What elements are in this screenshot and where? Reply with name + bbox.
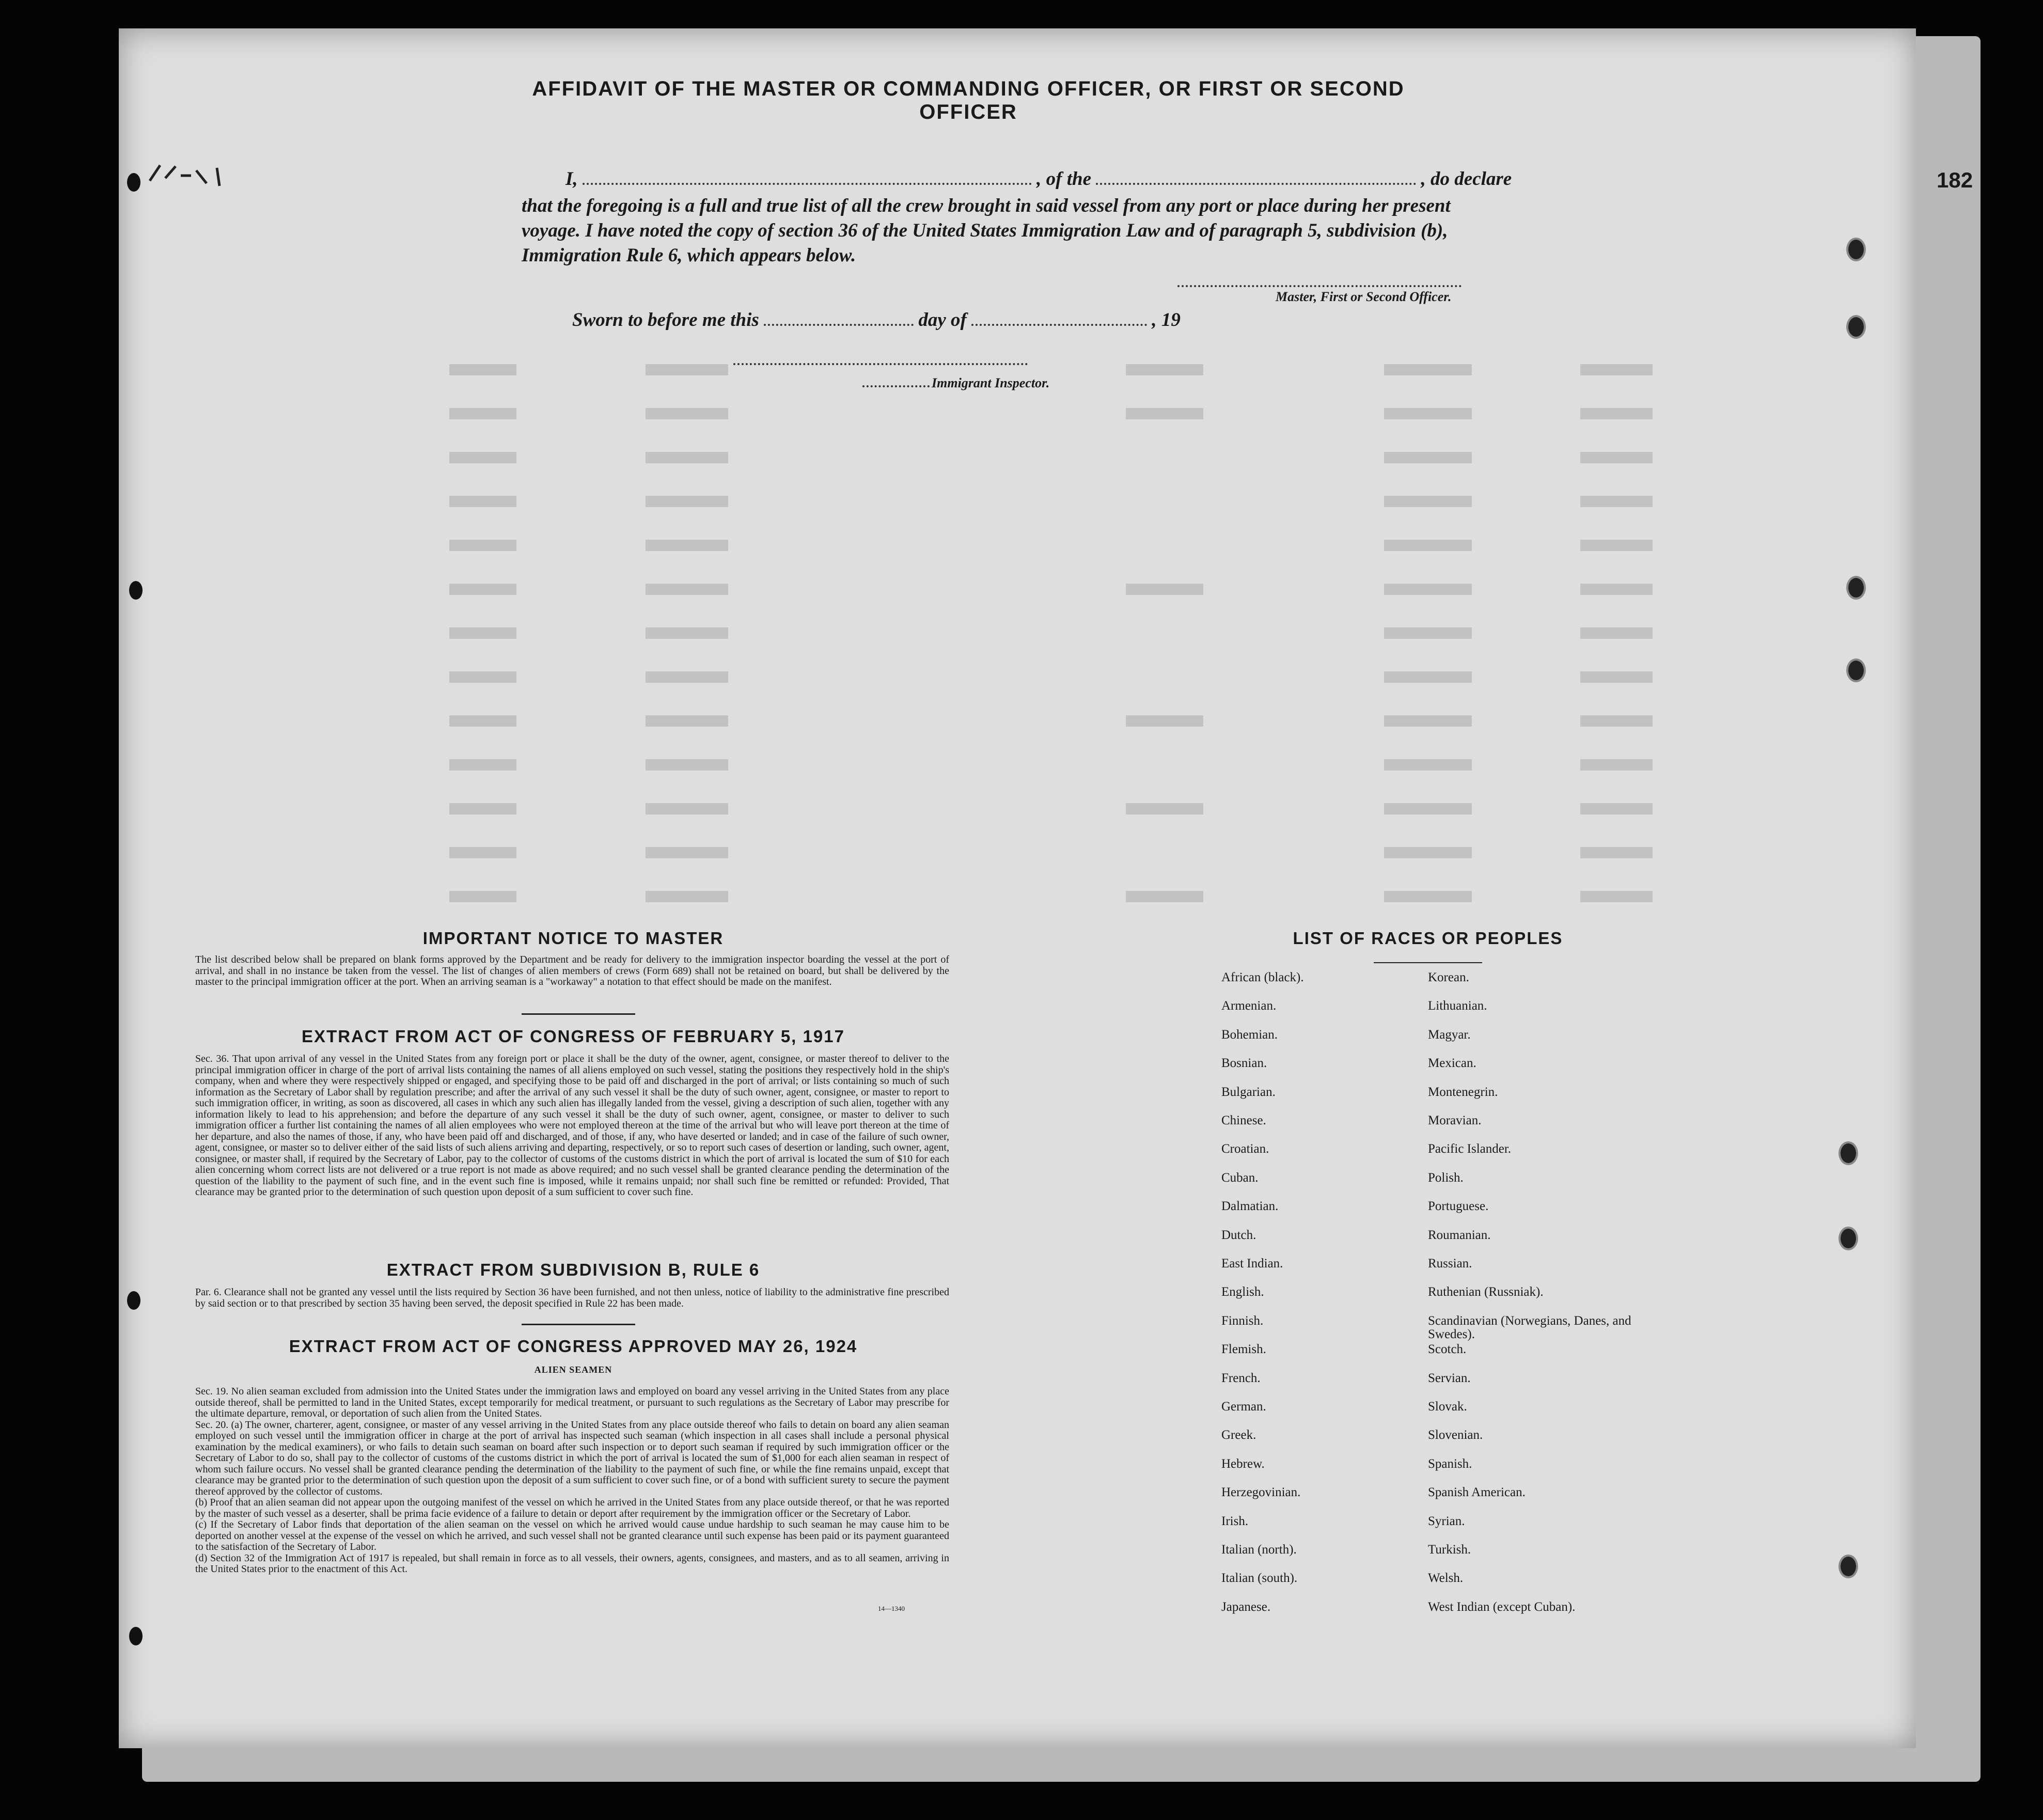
i-label: I, bbox=[565, 168, 578, 190]
race-item: West Indian (except Cuban). bbox=[1428, 1599, 1576, 1614]
race-item: Polish. bbox=[1428, 1170, 1464, 1185]
race-item: Ruthenian (Russniak). bbox=[1428, 1285, 1544, 1299]
statement-line: voyage. I have noted the copy of section 36 of the United States Immigration Law and of paragraph 5, subdivision (b), bbox=[522, 220, 1448, 241]
race-item: Slovak. bbox=[1428, 1400, 1467, 1414]
statement-line: that the foregoing is a full and true list of all the crew brought in said vessel from any port or place during her present bbox=[522, 195, 1451, 216]
sec-20c-text: (c) If the Secretary of Labor finds that deportation of the alien seaman on the vessel on which he arrived would cause undue hardship to such seaman he may cause him to be deported on another vessel at the expense of the vessel on which he arrived, and such vessel shall not be granted clearance until such expense has been paid or its payment guaranteed to the satisfaction of the Secretary of Labor. bbox=[195, 1519, 949, 1552]
race-item: Greek. bbox=[1221, 1428, 1256, 1442]
binder-ring-icon bbox=[1846, 315, 1866, 339]
name-blank bbox=[583, 181, 1032, 185]
extract-rule6-text: Par. 6. Clearance shall not be granted any vessel until the lists required by Section 36 have been furnished, and not then unless, notice of liability to the administrative fine prescribed by said section or to that prescribed by section 35 having been served, the deposit specified in Rule 22 has been made. bbox=[195, 1286, 949, 1309]
race-item: Japanese. bbox=[1221, 1599, 1271, 1614]
form-code: 14—1340 bbox=[878, 1605, 905, 1612]
race-item: Scotch. bbox=[1428, 1342, 1467, 1357]
divider bbox=[522, 1324, 635, 1325]
race-item: Irish. bbox=[1221, 1514, 1249, 1528]
race-item: Slovenian. bbox=[1428, 1428, 1483, 1442]
declaration-line bbox=[565, 168, 1536, 190]
divider bbox=[522, 1013, 635, 1015]
sec-20b-text: (b) Proof that an alien seaman did not appear upon the outgoing manifest of the vessel on which he arrived in the United States from any place outside thereof, or that he was reported by the master of such vessel as a deserter, shall be prima facie evidence of a failure to detain or deport after requirement by the immigration officer or the Secretary of Labor. bbox=[195, 1497, 949, 1519]
sec-20d-text: (d) Section 32 of the Immigration Act of 1917 is repealed, but shall remain in force as to all vessels, their owners, agents, consignees, and masters, and as to all seamen, arriving in the United States prior to the enactment of this Act. bbox=[195, 1552, 949, 1575]
race-item: African (black). bbox=[1221, 970, 1304, 984]
race-item: German. bbox=[1221, 1400, 1266, 1414]
sec-20a-text: Sec. 20. (a) The owner, charterer, agent, consignee, or master of any vessel arriving in the United States from any place outside thereof who fails to detain on board any alien seaman employed on such vessel until the immigration officer in charge at the port of arrival has inspected such seaman (which inspection in all cases shall include a personal physical examination by the medical examiners), or who fails to detain such seaman on board after such inspection or to deport such seaman if required by such immigration officer or the Secretary of Labor to do so, shall pay to the collector of customs of the customs district in which the port of arrival is located the sum of $1,000 for each alien seaman in respect of whom such failure occurs. No vessel shall be granted clearance pending the determination of the liability to the payment of such fine, or while the fine remains unpaid, except that clearance may be granted prior to the determination of such question upon the deposit of a sum sufficient to cover such fine, or of a bond with sufficient surety to secure the payment thereof approved by the collector of customs. bbox=[195, 1419, 949, 1497]
race-item: Flemish. bbox=[1221, 1342, 1266, 1357]
extract-1924-title: EXTRACT FROM ACT OF CONGRESS APPROVED MAY 26, 1924 bbox=[289, 1337, 858, 1356]
race-item: Herzegovinian. bbox=[1221, 1485, 1301, 1500]
of-the-label: , of the bbox=[1036, 168, 1092, 190]
notice-text: The list described below shall be prepared on blank forms approved by the Department and be ready for delivery to the immigration inspector boarding the vessel at the port of arrival, and shall in no instance be taken from the vessel. The list of changes of alien members of crews (Form 689) shall not be retained on board, but shall be delivered by the master to the principal immigration officer at the port. When an arriving seaman is a "workaway" a notation to that effect should be made on the manifest. bbox=[195, 954, 949, 987]
binder-ring-icon bbox=[1846, 576, 1866, 600]
inspector-blank bbox=[862, 383, 930, 387]
sworn-label: Sworn to before me this bbox=[572, 309, 759, 331]
race-item: Servian. bbox=[1428, 1371, 1471, 1385]
extract-1924-subtitle: ALIEN SEAMEN bbox=[534, 1364, 612, 1375]
affidavit-statement bbox=[522, 194, 1544, 268]
race-item: Spanish American. bbox=[1428, 1485, 1526, 1500]
vessel-blank bbox=[1096, 181, 1416, 185]
extract-1917-text: Sec. 36. That upon arrival of any vessel in the United States from any foreign port or place it shall be the duty of the owner, agent, consignee, or master thereof to deliver to the principal immigration officer in charge of the port of arrival lists containing the names of all aliens employed on such vessel, stating the positions they respectively hold in the ship's company, when and where they were respectively shipped or engaged, and specifying those to be paid off and discharged in the port of arrival; or lists containing so much of such information as the Secretary of Labor shall by regulation prescribe; and after the arrival of any such vessel it shall be the duty of such owner, agent, consignee, or master to report to such immigration officer, in writing, as soon as discovered, all cases in which any such alien has illegally landed from the vessel, giving a description of such alien, together with any information likely to lead to his apprehension; and before the departure of any such vessel it shall be the duty of such owner, agent, consignee, or master to deliver to such immigration officer a further list containing the names of all alien employees who were not employed thereon at the time of the arrival but who will leave port thereon at the time of her departure, and also the names of those, if any, who have been paid off and discharged, and of those, if any, who have deserted or landed; and in case of the failure of such owner, agent, consignee, or master so to deliver either of the said lists of such aliens arriving and departing, respectively, or so to report such cases of desertion or landing, such owner, agent, consignee, or master shall, if required by the Secretary of Labor, pay to the collector of customs of the customs district in which the port of arrival is located the sum of $10 for each alien concerning whom correct lists are not delivered or a true report is not made as above required; and no such vessel shall be granted clearance pending the determination of the question of the liability to the payment of such fine, and in the event such fine is imposed, while it remains unpaid; nor shall such fine be remitted or refunded: Provided, That clearance may be granted prior to the determination of such question upon deposit of a sum sufficient to cover such fine. bbox=[195, 1053, 949, 1198]
divider bbox=[1374, 962, 1482, 963]
binder-ring-icon bbox=[1846, 658, 1866, 682]
extract-1924-body bbox=[195, 1386, 949, 1575]
affidavit-title: AFFIDAVIT OF THE MASTER OR COMMANDING OFFICER, OR FIRST OR SECOND OFFICER bbox=[532, 77, 1405, 123]
punch-hole-icon bbox=[129, 581, 143, 600]
sec-19-text: Sec. 19. No alien seaman excluded from admission into the United States under the immigration laws and employed on board any vessel arriving in the United States from any place outside thereof, shall be permitted to land in the United States, except temporarily for medical treatment, or pursuant to such regulations as the Secretary of Labor may prescribe for the ultimate departure, removal, or deportation of such alien from the United States. bbox=[195, 1386, 949, 1419]
race-item: Welsh. bbox=[1428, 1571, 1464, 1586]
binder-ring-icon bbox=[1838, 1555, 1858, 1578]
race-item: Croatian. bbox=[1221, 1142, 1269, 1156]
race-item: Scandinavian (Norwegians, Danes, and Swedes). bbox=[1428, 1313, 1631, 1341]
race-item: Pacific Islander. bbox=[1428, 1142, 1512, 1156]
race-item: Roumanian. bbox=[1428, 1228, 1491, 1242]
race-item: Russian. bbox=[1428, 1257, 1472, 1270]
race-item: Mexican. bbox=[1428, 1056, 1476, 1071]
inspector-signature-line bbox=[733, 363, 1028, 365]
race-item: Dutch. bbox=[1221, 1228, 1256, 1242]
races-title: LIST OF RACES OR PEOPLES bbox=[1293, 929, 1563, 948]
notice-title: IMPORTANT NOTICE TO MASTER bbox=[422, 929, 724, 948]
race-item: Bosnian. bbox=[1221, 1056, 1267, 1071]
binder-ring-icon bbox=[1838, 1227, 1858, 1250]
race-item: Finnish. bbox=[1221, 1313, 1264, 1328]
binder-ring-icon bbox=[1846, 238, 1866, 261]
inspector-caption-row bbox=[862, 375, 1049, 391]
race-item: Armenian. bbox=[1221, 999, 1277, 1013]
race-item: Bulgarian. bbox=[1221, 1085, 1276, 1099]
race-item: Syrian. bbox=[1428, 1514, 1465, 1528]
race-item: Chinese. bbox=[1221, 1113, 1266, 1127]
race-item: Korean. bbox=[1428, 970, 1469, 984]
race-item: Lithuanian. bbox=[1428, 999, 1487, 1013]
sworn-line bbox=[572, 309, 1295, 331]
race-item: Cuban. bbox=[1221, 1170, 1259, 1185]
race-item: East Indian. bbox=[1221, 1257, 1283, 1270]
page-number: 182 bbox=[1937, 168, 1973, 192]
race-item: Magyar. bbox=[1428, 1027, 1471, 1042]
master-caption: Master, First or Second Officer. bbox=[1276, 289, 1452, 304]
binder-ring-icon bbox=[1838, 1141, 1858, 1165]
extract-rule6-title: EXTRACT FROM SUBDIVISION B, RULE 6 bbox=[386, 1260, 760, 1279]
race-item: English. bbox=[1221, 1285, 1264, 1299]
punch-hole-icon bbox=[127, 1291, 140, 1310]
inspector-caption: Immigrant Inspector. bbox=[932, 375, 1050, 390]
month-blank bbox=[971, 322, 1147, 326]
race-item: Moravian. bbox=[1428, 1113, 1482, 1127]
race-item: Portuguese. bbox=[1428, 1199, 1489, 1214]
handwritten-mark-icon bbox=[145, 160, 227, 191]
race-item: Turkish. bbox=[1428, 1543, 1471, 1557]
race-item: French. bbox=[1221, 1371, 1261, 1385]
race-item: Spanish. bbox=[1428, 1456, 1472, 1471]
race-item: Bohemian. bbox=[1221, 1027, 1278, 1042]
race-item: Hebrew. bbox=[1221, 1456, 1265, 1471]
race-item: Montenegrin. bbox=[1428, 1085, 1498, 1099]
punch-hole-icon bbox=[129, 1627, 143, 1645]
day-blank bbox=[764, 322, 914, 326]
race-item: Dalmatian. bbox=[1221, 1199, 1279, 1214]
punch-hole-icon bbox=[127, 173, 140, 192]
do-declare-label: , do declare bbox=[1421, 168, 1512, 190]
day-of-label: day of bbox=[918, 309, 967, 331]
extract-1917-title: EXTRACT FROM ACT OF CONGRESS OF FEBRUARY 5, 1917 bbox=[302, 1027, 845, 1046]
master-signature-line bbox=[1177, 285, 1461, 287]
year-label: , 19 bbox=[1152, 309, 1181, 331]
statement-line: Immigration Rule 6, which appears below. bbox=[522, 245, 856, 266]
race-item: Italian (north). bbox=[1221, 1543, 1297, 1557]
race-item: Italian (south). bbox=[1221, 1571, 1298, 1586]
